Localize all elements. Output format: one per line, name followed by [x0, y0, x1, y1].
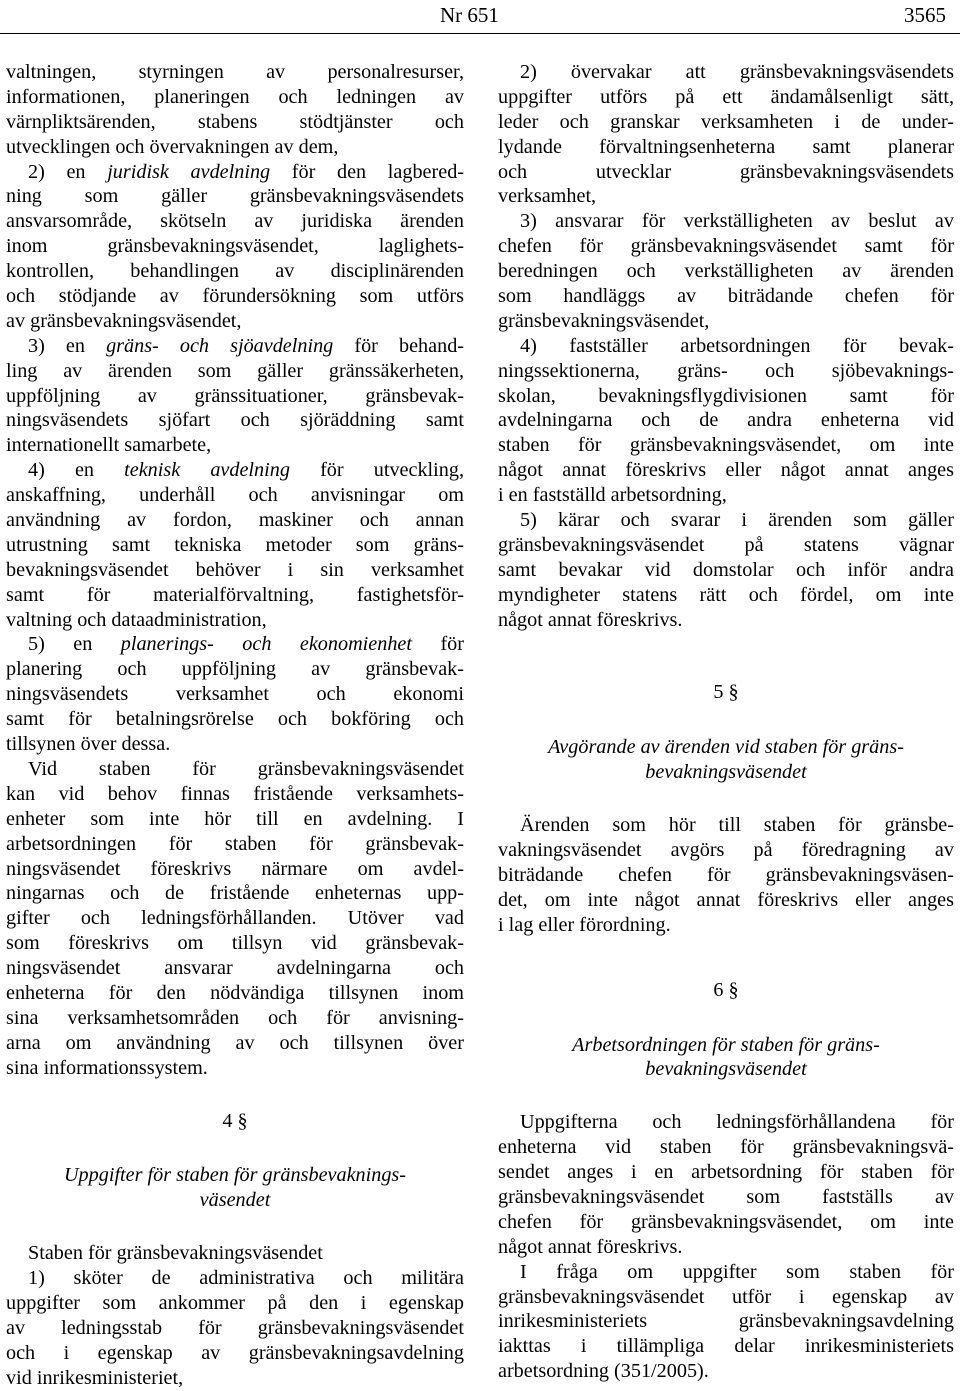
right-column [498, 60, 954, 1384]
text-line: myndigheter statens rätt och fördel, om inte [498, 583, 954, 606]
text-line: som föreskrivs om tillsyn vid gränsbevak- [6, 932, 464, 955]
text-line: skolan, bevakningsflygdivisionen samt för [498, 384, 954, 407]
text-line: i en fastställd arbetsordning, [498, 484, 727, 507]
text-line: ling av ärenden som gäller gränssäkerheten, [6, 359, 464, 382]
text-line: ningsväsendets sjöfart och sjöräddning samt [6, 409, 464, 432]
list-item-3 [498, 209, 954, 333]
heading-line: Uppgifter för staben för gränsbevaknings- [63, 1164, 407, 1187]
text-line: och i egenskap av gränsbevakningsavdelning [6, 1341, 464, 1364]
text-line: utrustning samt tekniska metoder som gräns- [6, 533, 464, 556]
text-line: utvecklingen och övervakningen av dem, [6, 135, 339, 158]
text-line: ningssektionerna, gräns- och sjöbevaknings- [498, 359, 954, 382]
heading-line: Arbetsordningen för staben för gräns- [572, 1033, 880, 1056]
text-line: gränsbevakningsväsendet på statens vägnar [498, 533, 954, 556]
text-line: användning av fordon, maskiner och annan [6, 509, 464, 532]
text-line: uppgifter utförs på ett ändamålsenligt sätt, [498, 85, 954, 108]
text-line: kan vid behov finnas fristående verksamhets- [6, 782, 464, 805]
unit-name: teknisk avdelning [124, 459, 290, 482]
text-line: 3) ansvarar för verkställigheten av beslut av [520, 210, 954, 233]
text-line: valtning och dataadministration, [6, 608, 267, 631]
text-line: ningsväsendet föreskrivs närmare om avdel- [6, 857, 464, 880]
text-line: beredningen och verkställigheten av ärenden [498, 260, 954, 283]
text-line: och utvecklar gränsbevakningsväsendets [498, 160, 954, 183]
text-line: det, om inte något annat föreskrivs eller anges [498, 888, 954, 911]
text-line: av gränsbevakningsväsendet, [6, 309, 242, 332]
text-line: 2) övervakar att gränsbevakningsväsendets [520, 61, 954, 83]
text-line: 1) sköter de administrativa och militära [28, 1267, 464, 1290]
statute-number: Nr 651 [440, 3, 499, 27]
page-number: 3565 [904, 3, 946, 27]
text-line: 4) en teknisk avdelning för utveckling, [28, 459, 465, 482]
text-line: I fråga om uppgifter som staben för [520, 1260, 954, 1283]
list-item-teknisk [6, 458, 464, 632]
list-item-juridisk [6, 160, 464, 334]
text-line: 5) en planerings- och ekonomienhet för [28, 633, 464, 656]
text-line: ningsväsendet ansvarar avdelningarna och [6, 957, 464, 980]
text-line: gränsbevakningsväsendet, [498, 309, 710, 332]
text-line: anskaffning, underhåll och anvisningar om [6, 484, 464, 507]
text-line: samt bevakar vid domstolar och inför andra [498, 558, 954, 581]
text-line: informationen, planeringen och ledningen av [6, 85, 464, 108]
text-line: gränsbevakningsväsendet utför i egenskap av [498, 1285, 954, 1308]
text-line: staben för gränsbevakningsväsendet, om inte [498, 434, 954, 457]
text-line: inrikesministeriets gränsbevakningsavdelning [498, 1310, 954, 1333]
text-line: enheter som inte hör till en avdelning. I [6, 807, 464, 830]
text-line: uppgifter som ankommer på den i egenskap [6, 1291, 464, 1314]
paragraph-decisions [498, 813, 954, 937]
text-line: sina verksamhetsområden och för anvisning- [6, 1006, 464, 1029]
section-heading-5 [498, 735, 954, 785]
section-heading-4 [6, 1163, 464, 1213]
text-line: samt för betalningsrörelse och bokföring och [6, 708, 464, 731]
text-line: något annat föreskrivs. [498, 1235, 683, 1258]
unit-name: gräns- och sjöavdelning [106, 334, 334, 357]
text-line: verksamhet, [498, 185, 597, 208]
text-line: planering och uppföljning av gränsbevak- [6, 658, 464, 681]
text-line: internationellt samarbete, [6, 434, 212, 457]
text-line: ning som gäller gränsbevakningsväsendets [6, 185, 464, 208]
paragraph-staff-tasks [6, 1241, 464, 1390]
text-line: chefen för gränsbevakningsväsendet, om inte [498, 1210, 954, 1233]
text-line: 3) en gräns- och sjöavdelning för behand- [28, 334, 465, 357]
text-line: något annat föreskrivs. [498, 608, 683, 631]
heading-line: bevakningsväsendet [645, 1058, 807, 1081]
left-column [6, 60, 464, 1391]
unit-name: juridisk avdelning [107, 160, 271, 183]
text-line: 4) fastställer arbetsordningen för bevak- [520, 334, 954, 357]
text-line: uppföljning av gränssituationer, gränsbevak- [6, 384, 464, 407]
list-item-2 [498, 60, 954, 209]
text-line: något annat föreskrivs eller något annat anges [498, 459, 954, 482]
text-line: och stödjande av förundersökning som utförs [6, 285, 464, 308]
text-line: värnpliktsärenden, stabens stödtjänster och [6, 110, 464, 133]
text-line: samt för materialförvaltning, fastighetsför- [6, 583, 464, 606]
text-line: Vid staben för gränsbevakningsväsendet [28, 757, 464, 780]
unit-name: planerings- och ekonomienhet [120, 633, 412, 656]
list-item-4 [498, 334, 954, 508]
list-item-5 [498, 508, 954, 632]
text-line: avdelningarna och de andra enheterna vid [498, 409, 954, 432]
paragraph-ministry [498, 1260, 954, 1384]
heading-line: bevakningsväsendet [645, 761, 807, 784]
text-line: biträdande chefen för gränsbevakningsväsen- [498, 863, 954, 886]
text-line: sendet anges i en arbetsordning för staben för [498, 1161, 954, 1184]
text-line: 5) kärar och svarar i ärenden som gäller [520, 509, 954, 532]
text-line: ansvarsområde, skötseln av juridiska ärenden [6, 210, 464, 233]
text-line: Staben för gränsbevakningsväsendet [28, 1242, 323, 1265]
text-line: vid inrikesministeriet, [6, 1366, 184, 1389]
text-line: vakningsväsendet avgörs på föredragning av [498, 839, 954, 862]
text-line: gifter och ledningsförhållanden. Utöver vad [6, 907, 464, 930]
text-line: Uppgifterna och ledningsförhållandena för [520, 1111, 954, 1134]
text-line: ningsväsendets verksamhet och ekonomi [6, 683, 464, 706]
text-line: tillsynen över dessa. [6, 733, 171, 756]
paragraph-work-order [498, 1110, 954, 1259]
text-line: 2) en juridisk avdelning för den lagbered- [28, 160, 465, 183]
text-line: kontrollen, behandlingen av disciplinärenden [6, 260, 464, 283]
text-line: gränsbevakningsväsendet som fastställs av [498, 1185, 954, 1208]
text-line: Ärenden som hör till staben för gränsbe- [520, 814, 954, 837]
text-line: som handläggs av biträdande chefen för [498, 285, 954, 308]
text-line: arbetsordning (351/2005). [498, 1360, 709, 1383]
text-line: enheterna vid staben för gränsbevakningsvä- [498, 1136, 954, 1159]
section-heading-6 [498, 1033, 954, 1083]
page-header [0, 0, 960, 34]
text-line: valtningen, styrningen av personalresurser, [6, 61, 464, 83]
text-line: arna om användning av och tillsynen över [6, 1031, 464, 1054]
heading-line: Avgörande av ärenden vid staben för gräns- [548, 736, 904, 759]
section-number-6: 6 § [713, 978, 739, 1001]
paragraph-continuation [6, 60, 464, 160]
text-line: bevakningsväsendet behöver i sin verksamhet [6, 558, 464, 581]
list-item-grans-sjo [6, 334, 464, 458]
section-number-5: 5 § [713, 681, 739, 704]
paragraph-units [6, 757, 464, 1081]
text-line: iakttas i tillämpliga delar inrikesministeriets [498, 1335, 954, 1358]
list-item-planering [6, 632, 464, 756]
text-line: ningarnas och de fristående enheternas upp- [6, 882, 464, 905]
heading-line: väsendet [199, 1189, 271, 1212]
text-line: enheterna för den nödvändiga tillsynen inom [6, 981, 464, 1004]
text-line: i lag eller förordning. [498, 913, 671, 936]
text-line: arbetsordningen för staben för gränsbevak- [6, 832, 464, 855]
text-line: av ledningsstab för gränsbevakningsväsendet [6, 1316, 464, 1339]
header-rule [0, 33, 960, 34]
text-line: chefen för gränsbevakningsväsendet samt för [498, 235, 954, 258]
text-line: sina informationssystem. [6, 1056, 208, 1079]
text-line: lydande förvaltningsenheterna samt planerar [498, 135, 954, 158]
text-line: leder och granskar verksamheten i de under- [498, 110, 954, 133]
section-number-4: 4 § [222, 1109, 248, 1132]
text-line: inom gränsbevakningsväsendet, laglighets- [6, 235, 464, 258]
